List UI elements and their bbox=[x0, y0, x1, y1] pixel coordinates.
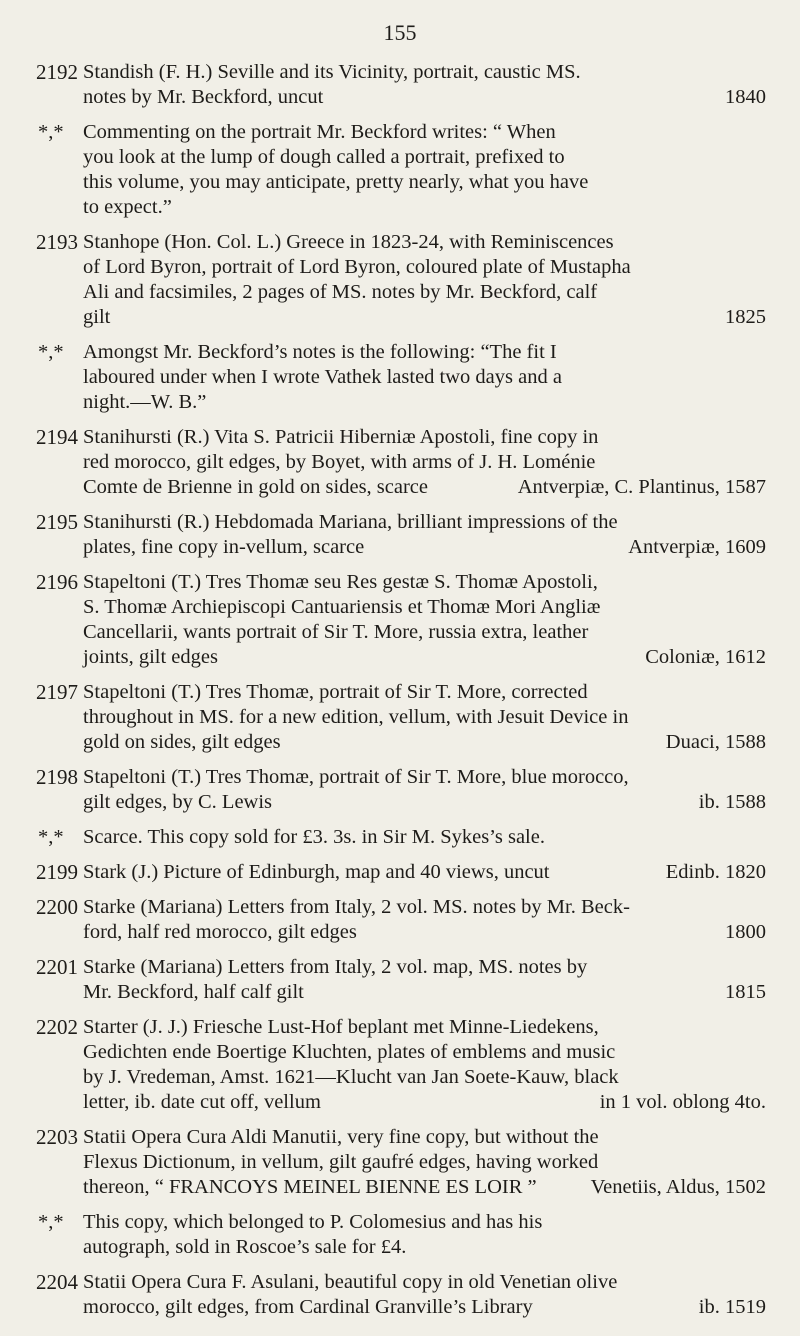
entry-date: 1815 bbox=[725, 981, 766, 1003]
catalogue-entry bbox=[36, 1015, 766, 1115]
entry-text-line: gilt bbox=[83, 306, 111, 328]
entry-last-line bbox=[83, 535, 766, 560]
lot-number: 2202 bbox=[36, 1015, 78, 1039]
catalogue-entry bbox=[36, 680, 766, 755]
lot-number: 2199 bbox=[36, 860, 78, 884]
catalogue-entry bbox=[36, 510, 766, 560]
lot-number: 2204 bbox=[36, 1270, 78, 1294]
lot-number: 2200 bbox=[36, 895, 78, 919]
note-text bbox=[83, 1210, 766, 1260]
entry-text-line: gold on sides, gilt edges bbox=[83, 731, 281, 753]
entry-text-line: Standish (F. H.) Seville and its Vicinity, portrait, caustic MS. bbox=[83, 61, 581, 83]
entry-text-line: Statii Opera Cura F. Asulani, beautiful copy in old Venetian olive bbox=[83, 1271, 618, 1293]
catalogue-entry bbox=[36, 765, 766, 815]
lot-number: 2198 bbox=[36, 765, 78, 789]
entry-date: 1825 bbox=[725, 306, 766, 328]
entry-text-line: throughout in MS. for a new edition, vellum, with Jesuit Device in bbox=[83, 706, 629, 728]
entry-description bbox=[83, 895, 766, 945]
lot-number: 2196 bbox=[36, 570, 78, 594]
entry-last-line bbox=[83, 980, 766, 1005]
entry-text-line: Stapeltoni (T.) Tres Thomæ seu Res gestæ S. Thomæ Apostoli, bbox=[83, 571, 598, 593]
entry-text-line: plates, fine copy in-vellum, scarce bbox=[83, 536, 365, 558]
note-mark: *,* bbox=[38, 826, 64, 848]
entry-description bbox=[83, 510, 766, 560]
note-mark: *,* bbox=[38, 1211, 64, 1233]
note-text-line: to expect.” bbox=[83, 196, 172, 218]
page-number: 155 bbox=[383, 20, 417, 45]
entries-list bbox=[36, 60, 766, 1330]
entry-text-line: Statii Opera Cura Aldi Manutii, very fine copy, but without the bbox=[83, 1126, 599, 1148]
entry-text-line: Mr. Beckford, half calf gilt bbox=[83, 981, 304, 1003]
lot-number: 2192 bbox=[36, 60, 78, 84]
entry-text-line: Starter (J. J.) Friesche Lust-Hof beplant met Minne-Liedekens, bbox=[83, 1016, 599, 1038]
catalogue-entry bbox=[36, 425, 766, 500]
entry-date: ib. 1519 bbox=[698, 1296, 766, 1318]
entry-text-line: Flexus Dictionum, in vellum, gilt gaufré edges, having worked bbox=[83, 1151, 599, 1173]
entry-text-line: Gedichten ende Boertige Kluchten, plates of emblems and music bbox=[83, 1041, 616, 1063]
entry-last-line bbox=[83, 1175, 766, 1200]
entry-text-line: Comte de Brienne in gold on sides, scarce bbox=[83, 476, 428, 498]
entry-text-line: Stark (J.) Picture of Edinburgh, map and 40 views, uncut bbox=[83, 861, 550, 883]
entry-text-line: ford, half red morocco, gilt edges bbox=[83, 921, 357, 943]
entry-description bbox=[83, 955, 766, 1005]
lot-number: 2203 bbox=[36, 1125, 78, 1149]
entry-text-line: Ali and facsimiles, 2 pages of MS. notes by Mr. Beckford, calf bbox=[83, 281, 598, 303]
lot-number: 2201 bbox=[36, 955, 78, 979]
lot-number: 2197 bbox=[36, 680, 78, 704]
entry-description bbox=[83, 60, 766, 110]
entry-text-line: Cancellarii, wants portrait of Sir T. More, russia extra, leather bbox=[83, 621, 589, 643]
entry-date: Antverpiæ, C. Plantinus, 1587 bbox=[517, 476, 766, 498]
entry-text-line: thereon, “ FRANCOYS MEINEL BIENNE ES LOIR ” bbox=[83, 1176, 537, 1198]
note-text-line: laboured under when I wrote Vathek lasted two days and a bbox=[83, 366, 562, 388]
entry-description bbox=[83, 230, 766, 330]
entry-text-line: red morocco, gilt edges, by Boyet, with arms of J. H. Loménie bbox=[83, 451, 596, 473]
entry-date: ib. 1588 bbox=[698, 791, 766, 813]
entry-last-line bbox=[83, 85, 766, 110]
entry-text-line: Stanhope (Hon. Col. L.) Greece in 1823-24, with Reminiscences bbox=[83, 231, 614, 253]
entry-last-line bbox=[83, 790, 766, 815]
entry-text-line: Starke (Mariana) Letters from Italy, 2 vol. map, MS. notes by bbox=[83, 956, 588, 978]
note-mark: *,* bbox=[38, 341, 64, 363]
entry-note bbox=[36, 340, 766, 415]
entry-date: Edinb. 1820 bbox=[665, 861, 766, 883]
entry-text-line: morocco, gilt edges, from Cardinal Granville’s Library bbox=[83, 1296, 533, 1318]
note-text-line: This copy, which belonged to P. Colomesius and has his bbox=[83, 1211, 543, 1233]
entry-description bbox=[83, 860, 766, 885]
entry-text-line: gilt edges, by C. Lewis bbox=[83, 791, 273, 813]
entry-description bbox=[83, 1270, 766, 1320]
entry-description bbox=[83, 425, 766, 500]
entry-text-line: Stanihursti (R.) Hebdomada Mariana, brilliant impressions of the bbox=[83, 511, 618, 533]
note-text-line: Commenting on the portrait Mr. Beckford writes: “ When bbox=[83, 121, 556, 143]
entry-text-line: notes by Mr. Beckford, uncut bbox=[83, 86, 324, 108]
entry-text-line: Starke (Mariana) Letters from Italy, 2 vol. MS. notes by Mr. Beck- bbox=[83, 896, 630, 918]
note-text-line: night.—W. B.” bbox=[83, 391, 207, 413]
note-text-line: Amongst Mr. Beckford’s notes is the following: “The fit I bbox=[83, 341, 557, 363]
catalogue-entry bbox=[36, 570, 766, 670]
entry-note bbox=[36, 1210, 766, 1260]
entry-last-line bbox=[83, 305, 766, 330]
entry-last-line bbox=[83, 920, 766, 945]
entry-note bbox=[36, 825, 766, 850]
entry-last-line bbox=[83, 475, 766, 500]
entry-text-line: Stanihursti (R.) Vita S. Patricii Hiberniæ Apostoli, fine copy in bbox=[83, 426, 599, 448]
note-text-line: Scarce. This copy sold for £3. 3s. in Sir M. Sykes’s sale. bbox=[83, 826, 545, 848]
entry-text-line: Stapeltoni (T.) Tres Thomæ, portrait of Sir T. More, corrected bbox=[83, 681, 588, 703]
entry-text-line: S. Thomæ Archiepiscopi Cantuariensis et Thomæ Mori Angliæ bbox=[83, 596, 601, 618]
lot-number: 2195 bbox=[36, 510, 78, 534]
entry-text-line: joints, gilt edges bbox=[83, 646, 218, 668]
entry-last-line bbox=[83, 645, 766, 670]
entry-date: Venetiis, Aldus, 1502 bbox=[590, 1176, 766, 1198]
lot-number: 2193 bbox=[36, 230, 78, 254]
entry-date: 1840 bbox=[725, 86, 766, 108]
entry-date: in 1 vol. oblong 4to. bbox=[599, 1091, 766, 1113]
note-text bbox=[83, 120, 766, 220]
lot-number: 2194 bbox=[36, 425, 78, 449]
catalogue-entry bbox=[36, 1125, 766, 1200]
entry-date: 1800 bbox=[725, 921, 766, 943]
entry-description bbox=[83, 680, 766, 755]
entry-description bbox=[83, 1015, 766, 1115]
entry-text-line: by J. Vredeman, Amst. 1621—Klucht van Jan Soete-Kauw, black bbox=[83, 1066, 619, 1088]
entry-description bbox=[83, 570, 766, 670]
entry-note bbox=[36, 120, 766, 220]
catalogue-entry bbox=[36, 895, 766, 945]
catalogue-entry bbox=[36, 1270, 766, 1320]
note-text-line: this volume, you may anticipate, pretty nearly, what you have bbox=[83, 171, 589, 193]
entry-text-line: Stapeltoni (T.) Tres Thomæ, portrait of Sir T. More, blue morocco, bbox=[83, 766, 629, 788]
entry-description bbox=[83, 765, 766, 815]
entry-text-line: letter, ib. date cut off, vellum bbox=[83, 1091, 321, 1113]
catalogue-entry bbox=[36, 230, 766, 330]
entry-last-line bbox=[83, 1090, 766, 1115]
catalogue-entry bbox=[36, 860, 766, 885]
catalogue-entry bbox=[36, 955, 766, 1005]
entry-date: Coloniæ, 1612 bbox=[645, 646, 766, 668]
entry-description bbox=[83, 1125, 766, 1200]
note-text-line: autograph, sold in Roscoe’s sale for £4. bbox=[83, 1236, 407, 1258]
note-text bbox=[83, 825, 766, 850]
entry-text-line: of Lord Byron, portrait of Lord Byron, coloured plate of Mustapha bbox=[83, 256, 631, 278]
entry-date: Antverpiæ, 1609 bbox=[628, 536, 766, 558]
entry-last-line bbox=[83, 1295, 766, 1320]
note-mark: *,* bbox=[38, 121, 64, 143]
entry-last-line bbox=[83, 860, 766, 885]
note-text bbox=[83, 340, 766, 415]
entry-last-line bbox=[83, 730, 766, 755]
note-text-line: you look at the lump of dough called a portrait, prefixed to bbox=[83, 146, 565, 168]
catalogue-entry bbox=[36, 60, 766, 110]
entry-date: Duaci, 1588 bbox=[665, 731, 766, 753]
